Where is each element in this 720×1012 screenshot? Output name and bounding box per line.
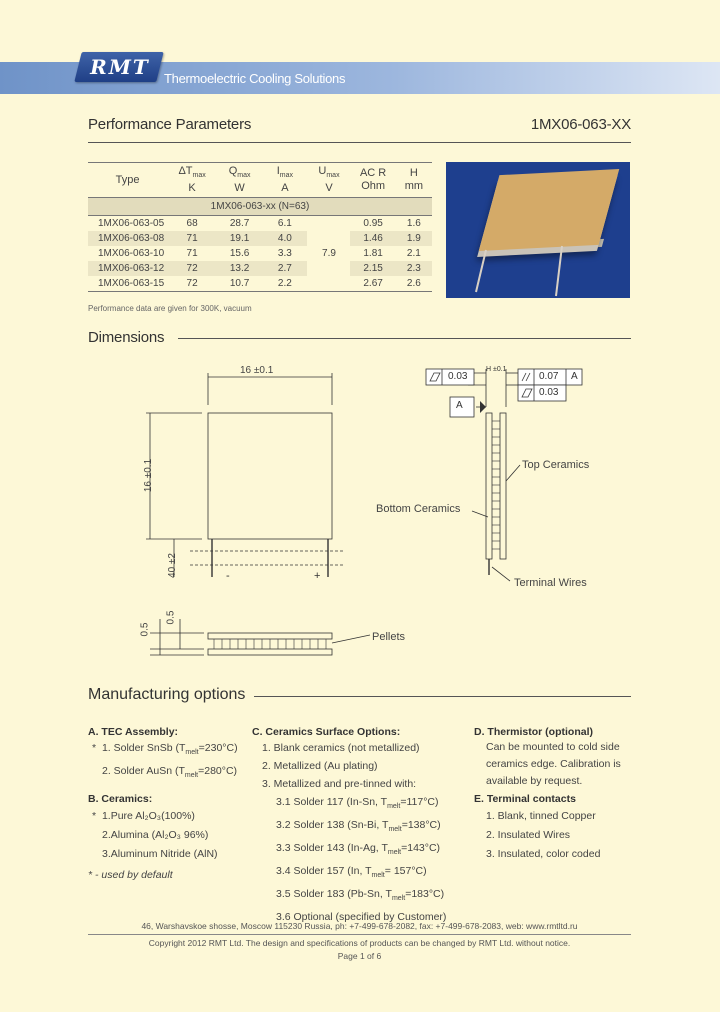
pellets-label: Pellets [372, 631, 406, 643]
footer-address: 46, Warshavskoe shosse, Moscow 115230 Russia, ph: +7-499-678-2082, fax: +7-499-678-2083, web: www.rmtltd.ru [141, 921, 578, 931]
datum-a-box: A [456, 400, 463, 411]
terminal-contacts-heading: E. Terminal contacts [474, 793, 576, 805]
minus-terminal: - [226, 570, 230, 582]
model-number: 1MX06-063-XX [530, 116, 631, 133]
page-title: Performance Parameters [88, 116, 252, 133]
manufacturing-rule [254, 696, 631, 697]
top-ceramics-label: Top Ceramics [522, 459, 590, 471]
parallelism-datum: A [571, 371, 578, 382]
table-row: 1MX06-063-05 68 28.7 6.1 7.9 0.95 1.6 [88, 216, 432, 232]
tagline: Thermoelectric Cooling Solutions [164, 71, 346, 86]
list-item: * 1. Solder SnSb $(T_{melt}=230^\circ C)$ [92, 742, 238, 757]
bottom-thickness: 0.5 [139, 622, 151, 637]
bottom-ceramics-label: Bottom Ceramics [376, 503, 461, 515]
flatness-value-2: 0.03 [539, 387, 559, 398]
height-dimension: 16 ±0.1 [143, 458, 155, 493]
list-item: 3.6 Optional (specified by Customer) [276, 911, 447, 924]
top-thickness: 0.5 [165, 610, 177, 625]
list-item: 2. Solder AuSn $(T_{melt}=280^\circ C)$ [102, 765, 238, 780]
list-item: 1. Blank ceramics (not metallized) [262, 742, 420, 754]
list-item: * 1.Pure Al₂O₃(100%) [92, 810, 195, 822]
thermistor-text: Can be mounted to cold side ceramics edge. Calibration is available by request. [486, 741, 621, 787]
tec-assembly-list [92, 739, 238, 785]
table-row: 1MX06-063-10 71 15.6 3.3 1.81 2.1 [98, 248, 421, 260]
list-item: 3. Metallized and pre-tinned with: [262, 778, 417, 790]
header-type: Type [115, 173, 140, 186]
title-rule [88, 142, 631, 143]
table-row: 1MX06-063-08 71 19.1 4.0 1.46 1.9 [88, 231, 432, 246]
logo: RMT [90, 55, 150, 79]
table-row: 1MX06-063-15 72 10.7 2.2 2.67 2.6 [88, 276, 432, 292]
list-item: 3.4 Solder 157 (In, $T_{melt}= 157^\circ C$) [276, 865, 427, 880]
terminal-wires-label: Terminal Wires [514, 577, 587, 589]
list-item: 3.1 Solder 117 (In-Sn, $T_{melt}=117^\circ C$) [276, 796, 439, 811]
page-number: Page 1 of 6 [337, 951, 382, 961]
header-qmax: $Q_{max}$ W [228, 165, 251, 195]
list-item: 2.Alumina (Al₂O₃ 96%) [102, 829, 209, 841]
ceramics-heading: B. Ceramics: [88, 793, 153, 805]
thickness-dimension: H ±0.1 [486, 366, 507, 373]
dimensions-rule [178, 338, 631, 339]
table-note: Performance data are given for 300K, vacuum [88, 304, 252, 313]
list-item: 3.5 Solder 183 (Pb-Sn, $T_{melt}=183^\circ C$) [276, 888, 445, 903]
default-note: * - used by default [88, 869, 173, 881]
footer-copyright: Copyright 2012 RMT Ltd. The design and specifications of products can be changed by RMT Ltd. without notice. [148, 938, 571, 948]
solder-options-list [276, 793, 446, 927]
parallelism-value: 0.07 [539, 371, 559, 382]
footer-rule [88, 934, 631, 935]
list-item: 3.2 Solder 138 (Sn-Bi, $T_{melt}=138^\circ C$) [276, 819, 441, 834]
list-item: 3.3 Solder 143 (In-Ag, $T_{melt}=143^\circ C$) [276, 842, 441, 857]
plus-terminal: + [314, 570, 321, 582]
tec-assembly-heading: A. TEC Assembly: [88, 726, 179, 738]
ceramics-list [92, 807, 218, 864]
performance-table [88, 162, 432, 292]
header-dtmax: $\Delta T_{max}$ K [178, 165, 206, 195]
list-item: 1. Blank, tinned Copper [486, 810, 596, 822]
list-item: 2. Insulated Wires [486, 829, 571, 841]
terminal-contacts-list [486, 807, 600, 864]
front-view-module [208, 413, 332, 539]
surface-options-list [262, 739, 420, 793]
list-item: 2. Metallized (Au plating) [262, 760, 378, 772]
header-h: H mm [404, 167, 424, 193]
header-acr: AC R Ohm [359, 167, 387, 193]
group-label: 1MX06-063-xx (N=63) [88, 198, 432, 216]
header-imax: $I_{max}$ A [276, 165, 293, 195]
manufacturing-title: Manufacturing options [88, 686, 246, 703]
width-dimension: 16 ±0.1 [240, 365, 274, 376]
umax-shared: 7.9 [307, 216, 350, 292]
flatness-value: 0.03 [448, 371, 468, 382]
table-row: 1MX06-063-12 72 13.2 2.7 2.15 2.3 [88, 261, 432, 276]
photo-wires [446, 162, 630, 298]
list-item: 3.Aluminum Nitride (AlN) [102, 848, 218, 860]
thermistor-heading: D. Thermistor (optional) [474, 726, 593, 738]
surface-options-heading: C. Ceramics Surface Options: [252, 726, 401, 738]
wire-length-dimension: 40 ±2 [166, 553, 178, 578]
header-umax: $U_{max}$ V [318, 165, 340, 195]
dimensions-title: Dimensions [88, 329, 165, 346]
list-item: 3. Insulated, color coded [486, 848, 601, 860]
